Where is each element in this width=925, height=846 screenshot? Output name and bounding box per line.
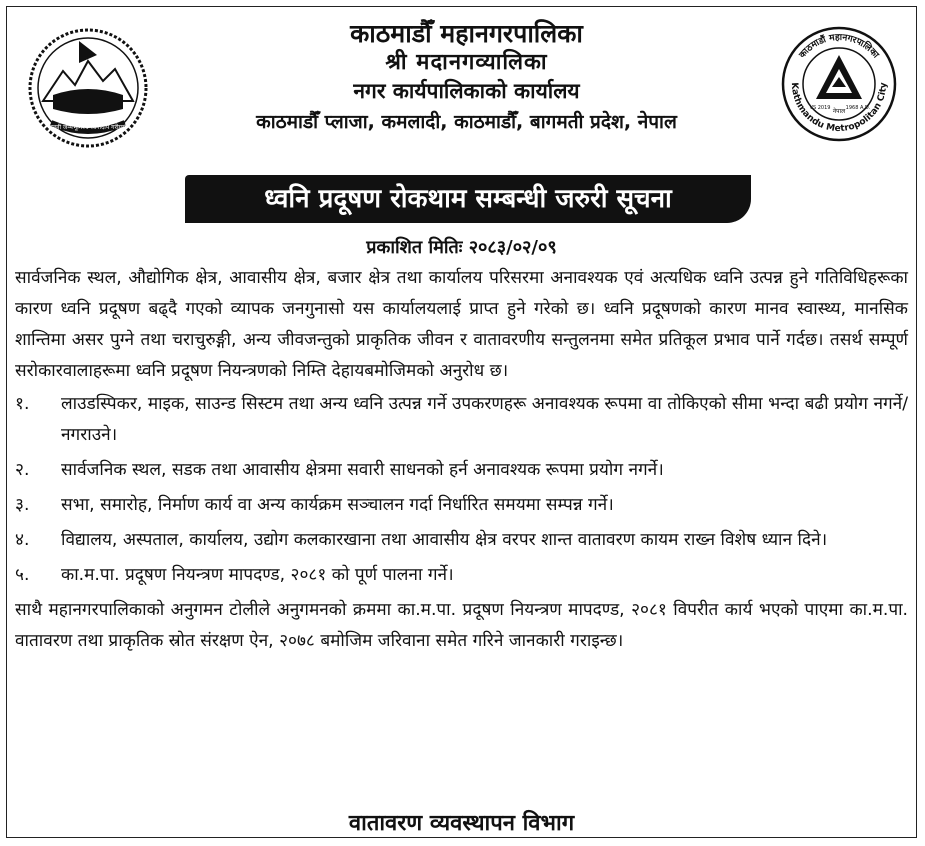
item-text: विद्यालय, अस्पताल, कार्यालय, उद्योग कलकारखाना तथा आवासीय क्षेत्र वरपर शान्त वातावरण कायम राख्न विशेष ध्यान दिने। bbox=[61, 530, 828, 550]
notice-frame bbox=[6, 6, 917, 838]
item-number: ५. bbox=[15, 565, 30, 585]
kmc-mark-text: नेपाल bbox=[832, 108, 846, 115]
kmc-right-year: 1968 A.D. bbox=[845, 105, 871, 111]
item-number: ३. bbox=[15, 495, 30, 515]
notice-body bbox=[15, 263, 908, 657]
request-list bbox=[15, 389, 908, 591]
department-signature: वातावरण व्यवस्थापन विभाग bbox=[348, 811, 575, 836]
header-lines bbox=[167, 19, 766, 133]
nepal-emblem-icon bbox=[23, 23, 153, 153]
intro-paragraph: सार्वजनिक स्थल, औद्योगिक क्षेत्र, आवासीय क्षेत्र, बजार क्षेत्र तथा कार्यालय परिसरमा अनावश्यक एवं अत्यधिक ध्वनि उत्पन्न हुने गतिविधिहरूका कारण ध्वनि प्रदूषण बढ्दै गएको व्यापक जनगुनासो यस कार्यालयलाई प्राप्त हुने गरेको छ। ध्वनि प्रदूषणको कारण मानव स्वास्थ्य, मानसिक शान्तिमा असर पुग्ने तथा चराचुरुङ्गी, अन्य जीवजन्तुको प्राकृतिक जीवन र वातावरणीय सन्तुलनमा समेत प्रतिकूल प्रभाव पार्ने गर्दछ। तसर्थ सम्पूर्ण सरोकारवालाहरूमा ध्वनि प्रदूषण नियन्त्रणको निम्ति देहायबमोजिमको अनुरोध छ। bbox=[15, 268, 908, 381]
notice-header bbox=[7, 7, 916, 182]
item-number: १. bbox=[15, 394, 30, 414]
published-date: प्रकाशित मितिः २०८३/०२/०९ bbox=[366, 237, 557, 258]
item-number: ४. bbox=[15, 530, 30, 550]
list-item bbox=[15, 389, 908, 451]
closing-paragraph: साथै महानगरपालिकाको अनुगमन टोलीले अनुगमनको क्रममा का.म.पा. प्रदूषण नियन्त्रण मापदण्ड, २०८१ विपरीत कार्य भएको पाएमा का.म.पा. वातावरण तथा प्राकृतिक स्रोत संरक्षण ऐन, २०७८ बमोजिम जरिवाना समेत गरिने जानकारी गराइन्छ। bbox=[15, 600, 908, 651]
item-text: सार्वजनिक स्थल, सडक तथा आवासीय क्षेत्रमा सवारी साधनको हर्न अनावश्यक रूपमा प्रयोग नगर्ने। bbox=[61, 460, 664, 480]
header-line-3: नगर कार्यपालिकाको कार्यालय bbox=[353, 79, 580, 104]
emblem-left-caption: जननी जन्मभूमिश्च स्वर्गादपि गरीयसी bbox=[48, 124, 128, 131]
item-text: लाउडस्पिकर, माइक, साउन्ड सिस्टम तथा अन्य ध्वनि उत्पन्न गर्ने उपकरणहरू अनावश्यक रूपमा वा तोकिएको सीमा भन्दा बढी प्रयोग नगर्ने/नगराउने। bbox=[61, 394, 908, 445]
item-number: २. bbox=[15, 460, 30, 480]
list-item bbox=[15, 525, 908, 556]
list-item bbox=[15, 560, 908, 591]
kmc-ring-bottom: Kathmandu Metropolitan City bbox=[788, 82, 890, 135]
kmc-ring-top: काठमाडौं महानगरपालिका bbox=[797, 32, 881, 61]
item-text: सभा, समारोह, निर्माण कार्य वा अन्य कार्यक्रम सञ्चालन गर्दा निर्धारित समयमा सम्पन्न गर्ने। bbox=[61, 495, 614, 515]
kmc-left-year: VS 2019 bbox=[809, 105, 831, 111]
header-line-4: काठमाडौँ प्लाजा, कमलादी, काठमाडौँ, बागमती प्रदेश, नेपाल bbox=[256, 110, 677, 133]
kmc-logo-icon bbox=[780, 25, 898, 143]
list-item bbox=[15, 455, 908, 486]
header-line-1: काठमाडौँ महानगरपालिका bbox=[350, 19, 583, 48]
list-item bbox=[15, 490, 908, 521]
item-text: का.म.पा. प्रदूषण नियन्त्रण मापदण्ड, २०८१ को पूर्ण पालना गर्ने। bbox=[61, 565, 454, 585]
header-line-2: श्री मदानगव्यालिका bbox=[385, 49, 548, 75]
notice-title: ध्वनि प्रदूषण रोकथाम सम्बन्धी जरुरी सूचना bbox=[185, 175, 751, 223]
